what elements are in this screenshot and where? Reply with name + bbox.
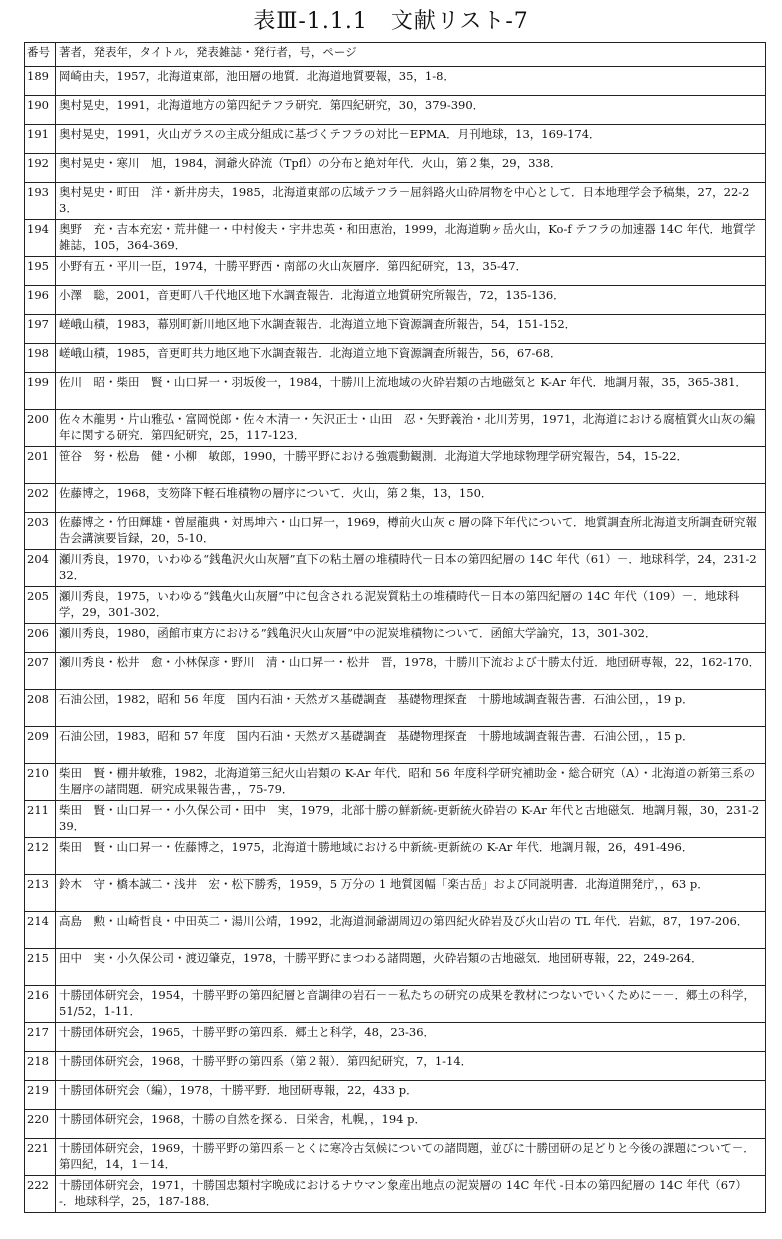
table-row (25, 154, 766, 183)
reference-number: 212 (25, 838, 56, 875)
table-row (25, 1023, 766, 1052)
reference-text: 十勝団体研究会，1965，十勝平野の第四系．郷土と科学，48，23-36． (56, 1023, 766, 1052)
reference-number: 214 (25, 912, 56, 949)
reference-number: 221 (25, 1139, 56, 1176)
reference-text: 鈴木 守・橋本誠二・浅井 宏・松下勝秀，1959，5 万分の 1 地質図幅「楽古岳」および同説明書．北海道開発庁，，63 p． (56, 875, 766, 912)
reference-text: 瀬川秀良，1970，いわゆる“銭亀沢火山灰層”直下の粘土層の堆積時代－日本の第四紀層の 14C 年代（61）－．地球科学，24，231-232． (56, 550, 766, 587)
reference-text: 奥村晃史・寒川 旭，1984，洞爺火砕流（Tpfl）の分布と絶対年代．火山，第２集，29，338． (56, 154, 766, 183)
reference-number: 219 (25, 1081, 56, 1110)
table-row (25, 1052, 766, 1081)
header-number: 番号 (25, 43, 56, 67)
reference-number: 209 (25, 727, 56, 764)
reference-number: 198 (25, 344, 56, 373)
table-row (25, 125, 766, 154)
table-row (25, 624, 766, 653)
reference-text: 高島 勲・山崎哲良・中田英二・湯川公靖，1992，北海道洞爺湖周辺の第四紀火砕岩及び火山岩の TL 年代．岩鉱，87，197-206． (56, 912, 766, 949)
reference-text: 佐々木龍男・片山雅弘・富岡悦郎・佐々木清一・矢沢正士・山田 忍・矢野義治・北川芳男，1971，北海道における腐植質火山灰の編年に関する研究．第四紀研究，25，117-123． (56, 410, 766, 447)
table-row (25, 513, 766, 550)
reference-number: 200 (25, 410, 56, 447)
table-row (25, 96, 766, 125)
reference-number: 220 (25, 1110, 56, 1139)
table-row (25, 653, 766, 690)
reference-number: 208 (25, 690, 56, 727)
reference-text: 田中 実・小久保公司・渡辺肇克，1978，十勝平野にまつわる諸問題，火砕岩類の古地磁気．地団研専報，22，249-264． (56, 949, 766, 986)
reference-number: 207 (25, 653, 56, 690)
table-row (25, 1110, 766, 1139)
table-row (25, 727, 766, 764)
reference-number: 191 (25, 125, 56, 154)
reference-text: 奥野 充・吉本充宏・荒井健一・中村俊夫・宇井忠英・和田恵治，1999，北海道駒ヶ岳火山，Ko-f テフラの加速器 14C 年代．地質学雑誌，105，364-369． (56, 220, 766, 257)
reference-text: 石油公団，1983，昭和 57 年度 国内石油・天然ガス基礎調査 基礎物理探査 十勝地域調査報告書．石油公団，，15 p． (56, 727, 766, 764)
reference-text: 佐川 昭・柴田 賢・山口昇一・羽坂俊一，1984，十勝川上流地域の火砕岩類の古地磁気と K-Ar 年代．地調月報，35，365-381． (56, 373, 766, 410)
table-row (25, 949, 766, 986)
reference-text: 十勝団体研究会，1968，十勝平野の第四系（第２報）．第四紀研究，7，1-14． (56, 1052, 766, 1081)
reference-number: 203 (25, 513, 56, 550)
reference-number: 204 (25, 550, 56, 587)
reference-number: 199 (25, 373, 56, 410)
table-row (25, 220, 766, 257)
reference-table (24, 42, 766, 1213)
table-row (25, 484, 766, 513)
reference-text: 十勝団体研究会，1971，十勝国忠類村字晩成におけるナウマン象産出地点の泥炭層の 14C 年代 -日本の第四紀層の 14C 年代（67）-．地球科学，25，187-188． (56, 1176, 766, 1213)
reference-text: 柴田 賢・山口昇一・小久保公司・田中 実，1979，北部十勝の鮮新統-更新統火砕岩の K-Ar 年代と古地磁気．地調月報，30，231-239． (56, 801, 766, 838)
reference-number: 190 (25, 96, 56, 125)
table-row (25, 1176, 766, 1213)
reference-text: 岡崎由夫，1957，北海道東部，池田層の地質．北海道地質要報，35，1-8． (56, 67, 766, 96)
table-row (25, 875, 766, 912)
table-row (25, 286, 766, 315)
table-row (25, 1081, 766, 1110)
reference-text: 柴田 賢・棚井敏雅，1982，北海道第三紀火山岩類の K-Ar 年代．昭和 56 年度科学研究補助金・総合研究（A）・北海道の新第三系の生層序の諸問題．研究成果報告書，，75-79． (56, 764, 766, 801)
reference-number: 206 (25, 624, 56, 653)
table-row (25, 986, 766, 1023)
table-row (25, 550, 766, 587)
reference-text: 佐藤博之・竹田輝雄・曽屋龍典・対馬坤六・山口昇一，1969，樽前火山灰 c 層の降下年代について．地質調査所北海道支所調査研究報告会講演要旨録，20，5-10． (56, 513, 766, 550)
reference-number: 202 (25, 484, 56, 513)
table-row (25, 373, 766, 410)
reference-text: 十勝団体研究会，1954，十勝平野の第四紀層と音調律の岩石－－私たちの研究の成果を教材につないでいくために－－．郷土の科学，51/52，1-11． (56, 986, 766, 1023)
table-row (25, 1139, 766, 1176)
reference-number: 189 (25, 67, 56, 96)
page-title: 表Ⅲ-1.1.1 文献リスト-7 (253, 9, 529, 34)
table-row (25, 67, 766, 96)
table-row (25, 690, 766, 727)
reference-text: 瀬川秀良，1975，いわゆる“銭亀火山灰層”中に包含される泥炭質粘土の堆積時代－日本の第四紀層の 14C 年代（109）－．地球科学，29，301-302． (56, 587, 766, 624)
reference-text: 奥村晃史・町田 洋・新井房夫，1985，北海道東部の広域テフラ－屈斜路火山砕屑物を中心として．日本地理学会予稿集，27，22-23． (56, 183, 766, 220)
table-row (25, 447, 766, 484)
reference-number: 193 (25, 183, 56, 220)
reference-text: 十勝団体研究会，1969，十勝平野の第四系－とくに寒冷古気候についての諸問題，並びに十勝団研の足どりと今後の課題について－．第四紀，14，1－14． (56, 1139, 766, 1176)
reference-number: 197 (25, 315, 56, 344)
table-row (25, 183, 766, 220)
reference-text: 瀬川秀良，1980，函館市東方における”銭亀沢火山灰層”中の泥炭堆積物について．函館大学論究，13，301-302． (56, 624, 766, 653)
reference-number: 210 (25, 764, 56, 801)
table-row (25, 257, 766, 286)
reference-number: 194 (25, 220, 56, 257)
reference-text: 石油公団，1982，昭和 56 年度 国内石油・天然ガス基礎調査 基礎物理探査 十勝地域調査報告書．石油公団，，19 p． (56, 690, 766, 727)
reference-number: 217 (25, 1023, 56, 1052)
reference-text: 瀬川秀良・松井 愈・小林保彦・野川 清・山口昇一・松井 晋，1978，十勝川下流および十勝太付近．地団研専報，22，162-170． (56, 653, 766, 690)
reference-number: 211 (25, 801, 56, 838)
reference-number: 196 (25, 286, 56, 315)
reference-table-body (25, 43, 766, 1213)
reference-text: 十勝団体研究会，1968，十勝の自然を探る．日栄舎，札幌，，194 p． (56, 1110, 766, 1139)
reference-number: 213 (25, 875, 56, 912)
reference-text: 佐藤博之，1968，支笏降下軽石堆積物の層序について．火山，第２集，13，150． (56, 484, 766, 513)
reference-number: 201 (25, 447, 56, 484)
header-description: 著者，発表年，タイトル，発表雑誌・発行者，号，ページ (56, 43, 766, 67)
reference-number: 218 (25, 1052, 56, 1081)
reference-text: 小澤 聡，2001，音更町八千代地区地下水調査報告．北海道立地質研究所報告，72，135-136． (56, 286, 766, 315)
reference-number: 192 (25, 154, 56, 183)
reference-text: 柴田 賢・山口昇一・佐藤博之，1975，北海道十勝地域における中新統-更新統の K-Ar 年代．地調月報，26，491-496． (56, 838, 766, 875)
table-header-row (25, 43, 766, 67)
reference-number: 205 (25, 587, 56, 624)
reference-number: 195 (25, 257, 56, 286)
reference-text: 嵯峨山積，1985，音更町共力地区地下水調査報告．北海道立地下資源調査所報告，56，67-68． (56, 344, 766, 373)
reference-number: 216 (25, 986, 56, 1023)
table-row (25, 410, 766, 447)
reference-text: 十勝団体研究会（編），1978，十勝平野．地団研専報，22，433 p． (56, 1081, 766, 1110)
table-row (25, 838, 766, 875)
reference-text: 笹谷 努・松島 健・小柳 敏郎，1990，十勝平野における強震動観測．北海道大学地球物理学研究報告，54，15-22． (56, 447, 766, 484)
table-row (25, 344, 766, 373)
reference-text: 小野有五・平川一臣，1974，十勝平野西・南部の火山灰層序．第四紀研究，13，35-47． (56, 257, 766, 286)
reference-number: 215 (25, 949, 56, 986)
table-row (25, 912, 766, 949)
table-row (25, 315, 766, 344)
reference-number: 222 (25, 1176, 56, 1213)
reference-text: 奥村晃史，1991，火山ガラスの主成分組成に基づくテフラの対比－EPMA．月刊地球，13，169-174． (56, 125, 766, 154)
table-row (25, 587, 766, 624)
reference-text: 嵯峨山積，1983，幕別町新川地区地下水調査報告．北海道立地下資源調査所報告，54，151-152． (56, 315, 766, 344)
table-row (25, 764, 766, 801)
reference-text: 奥村晃史，1991，北海道地方の第四紀テフラ研究．第四紀研究，30，379-390． (56, 96, 766, 125)
table-row (25, 801, 766, 838)
